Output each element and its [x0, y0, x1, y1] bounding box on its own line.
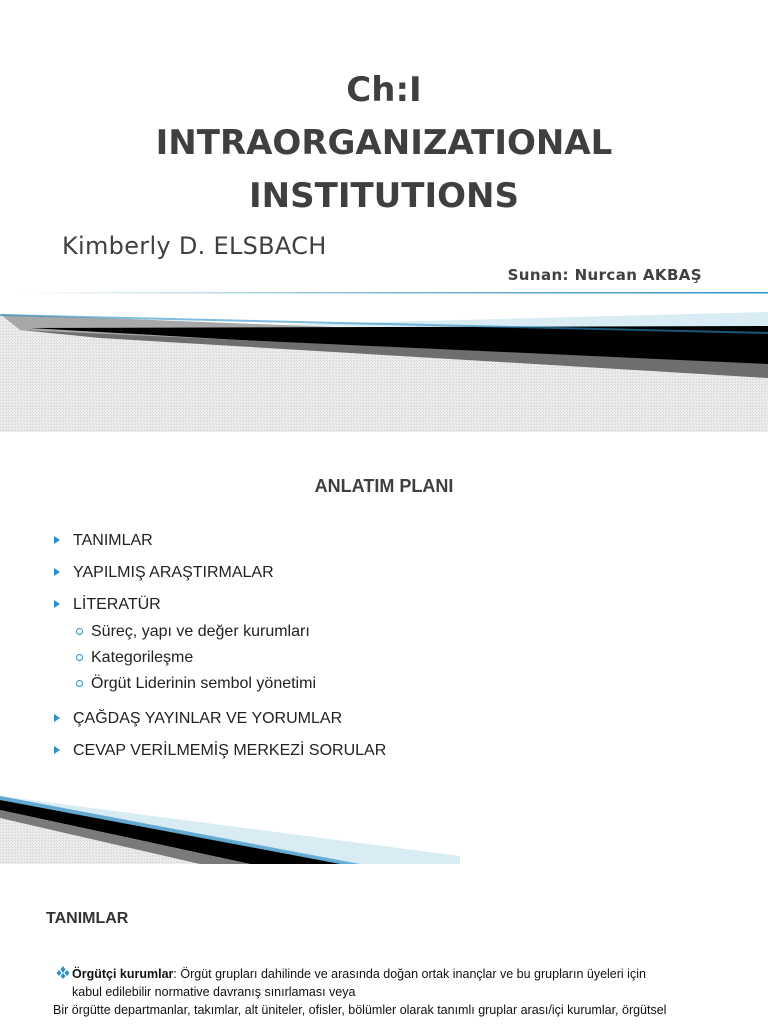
- agenda-item-label: YAPILMIŞ ARAŞTIRMALAR: [73, 564, 274, 581]
- definition-term: Örgütçi kurumlar: [72, 967, 174, 981]
- agenda-sublist: [73, 619, 386, 697]
- agenda-item: [52, 530, 386, 551]
- agenda-subitem-label: Kategorileşme: [91, 649, 194, 666]
- triangle-bullet-icon: [54, 746, 60, 754]
- agenda-item: [52, 708, 386, 729]
- agenda-item-label: TANIMLAR: [73, 532, 153, 549]
- definition-paragraph: Bir örgütte departmanlar, takımlar, alt üniteler, ofisler, bölümler olarak tanımlı gruplar arası/içi kurumlar, örgütsel: [53, 1003, 667, 1017]
- agenda-item-label: LİTERATÜR: [73, 596, 161, 613]
- agenda-subitem-label: Örgüt Liderinin sembol yönetimi: [91, 675, 316, 692]
- slide-agenda: [0, 432, 768, 864]
- agenda-list: [52, 530, 386, 772]
- slide-definitions: [0, 864, 768, 1024]
- agenda-item: [52, 740, 386, 761]
- agenda-subitem-label: Süreç, yapı ve değer kurumları: [91, 623, 310, 640]
- title-line: INTRAORGANIZATIONAL: [155, 123, 613, 163]
- definition-text: kabul edilebilir normative davranış sınırlaması veya: [72, 985, 356, 999]
- triangle-bullet-icon: [54, 536, 60, 544]
- ring-bullet-icon: [76, 628, 83, 635]
- definitions-title: TANIMLAR: [46, 910, 129, 927]
- slide-title: [0, 0, 768, 432]
- decorative-band: [0, 286, 768, 432]
- title-line: INSTITUTIONS: [249, 176, 519, 216]
- title-line: Ch:I: [346, 70, 422, 110]
- definition-bullet: [56, 965, 716, 1001]
- agenda-subitem: [73, 619, 386, 645]
- triangle-bullet-icon: [54, 568, 60, 576]
- definition-text: : Örgüt grupları dahilinde ve arasında doğan ortak inançlar ve bu grupların üyeleri için: [173, 967, 646, 981]
- agenda-subitem: [73, 645, 386, 671]
- ring-bullet-icon: [76, 680, 83, 687]
- triangle-bullet-icon: [54, 600, 60, 608]
- presenter-label: Sunan: Nurcan AKBAŞ: [507, 266, 702, 284]
- agenda-item-label: CEVAP VERİLMEMİŞ MERKEZİ SORULAR: [73, 742, 387, 759]
- slide-title-heading: [0, 64, 768, 223]
- agenda-item: [52, 562, 386, 583]
- definition-line: [56, 965, 716, 983]
- agenda-subitem: [73, 671, 386, 697]
- triangle-bullet-icon: [54, 714, 60, 722]
- author-subtitle: Kimberly D. ELSBACH: [62, 232, 327, 260]
- decorative-band: [0, 796, 768, 864]
- agenda-item-label: ÇAĞDAŞ YAYINLAR VE YORUMLAR: [73, 710, 343, 727]
- diamond-bullet-icon: [56, 965, 70, 979]
- agenda-item: [52, 594, 386, 697]
- ring-bullet-icon: [76, 654, 83, 661]
- agenda-title: ANLATIM PLANI: [314, 476, 454, 496]
